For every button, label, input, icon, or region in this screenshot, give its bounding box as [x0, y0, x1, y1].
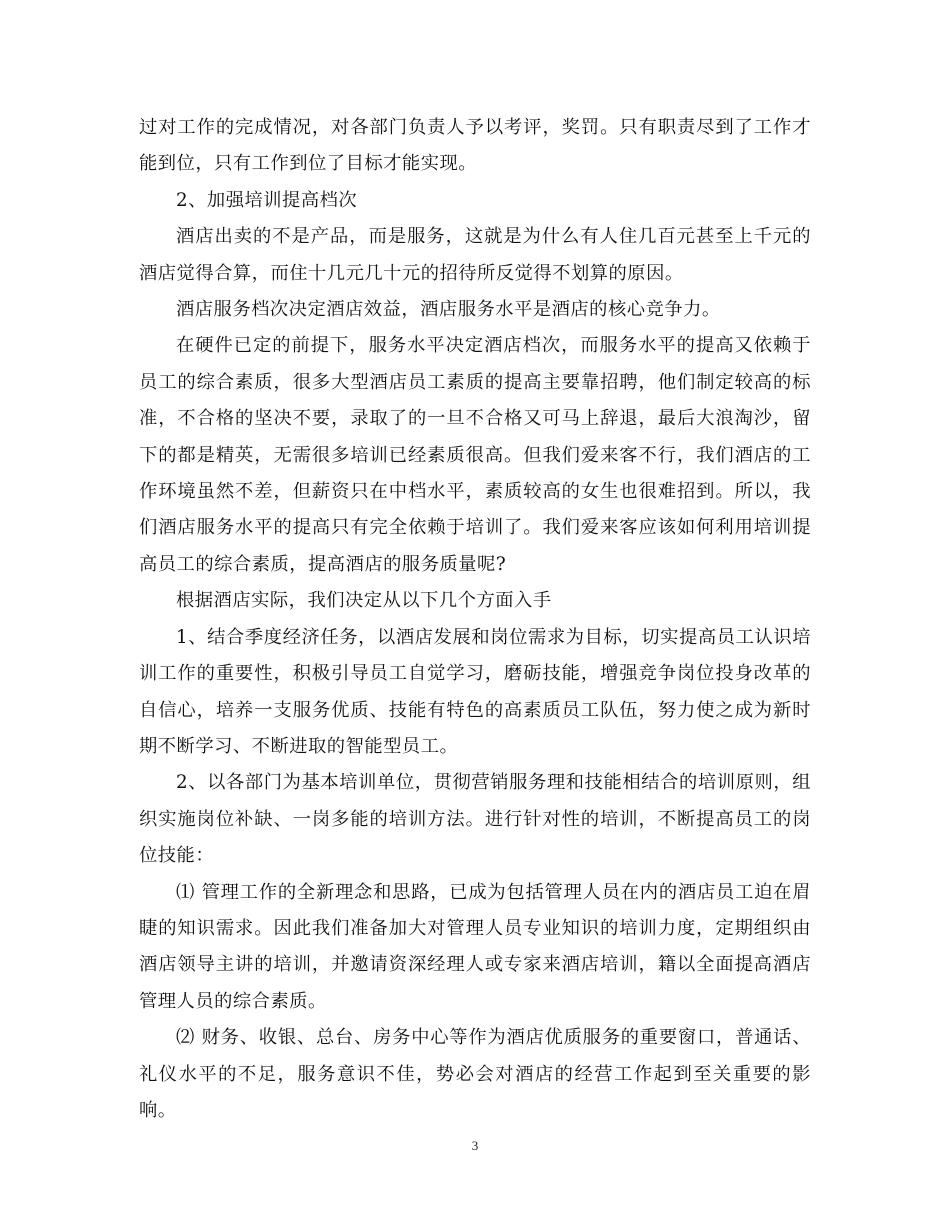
- list-item-1: 1、结合季度经济任务，以酒店发展和岗位需求为目标，切实提高员工认识培训工作的重要性，积极引导员工自觉学习，磨砺技能，增强竞争岗位投身改革的自信心，培养一支服务优质、技能有特色的高素质员工队伍，努力使之成为新时期不断学习、不断进取的智能型员工。: [139, 626, 811, 757]
- paragraph-staff-quality: 在硬件已定的前提下，服务水平决定酒店档次，而服务水平的提高又依赖于员工的综合素质，很多大型酒店员工素质的提高主要靠招聘，他们制定较高的标准，不合格的坚决不要，录取了的一旦不合格又可马上辞退，最后大浪淘沙，留下的都是精英，无需很多培训已经素质很高。但我们爱来客不行，我们酒店的工作环境虽然不差，但薪资只在中档水平，素质较高的女生也很难招到。所以，我们酒店服务水平的提高只有完全依赖于培训了。我们爱来客应该如何利用培训提高员工的综合素质，提高酒店的服务质量呢?: [139, 335, 811, 575]
- sub-item-2: ⑵ 财务、收银、总台、房务中心等作为酒店优质服务的重要窗口，普通话、礼仪水平的不足，服务意识不佳，势必会对酒店的经营工作起到至关重要的影响。: [139, 1027, 811, 1121]
- paragraph-service-not-product: 酒店出卖的不是产品，而是服务，这就是为什么有人住几百元甚至上千元的酒店觉得合算，而住十几元几十元的招待所反觉得不划算的原因。: [139, 226, 811, 284]
- section-heading-training: 2、加强培训提高档次: [176, 189, 358, 211]
- body-text: [139, 110, 811, 1129]
- sub-item-1: ⑴ 管理工作的全新理念和思路，已成为包括管理人员在内的酒店员工迫在眉睫的知识需求。因此我们准备加大对管理人员专业知识的培训力度，定期组织由酒店领导主讲的培训，并邀请资深经理人或专家来酒店培训，籍以全面提高酒店管理人员的综合素质。: [139, 881, 811, 1012]
- page-number: 3: [471, 1138, 479, 1153]
- list-item-2: 2、以各部门为基本培训单位，贯彻营销服务理和技能相结合的培训原则，组织实施岗位补缺、一岗多能的培训方法。进行针对性的培训，不断提高员工的岗位技能：: [139, 772, 811, 867]
- paragraph-service-level: 酒店服务档次决定酒店效益，酒店服务水平是酒店的核心竞争力。: [176, 299, 721, 321]
- paragraph-continuation: 过对工作的完成情况，对各部门负责人予以考评，奖罚。只有职责尽到了工作才能到位，只有工作到位了目标才能实现。: [139, 117, 811, 175]
- paragraph-approach-intro: 根据酒店实际，我们决定从以下几个方面入手: [176, 590, 552, 612]
